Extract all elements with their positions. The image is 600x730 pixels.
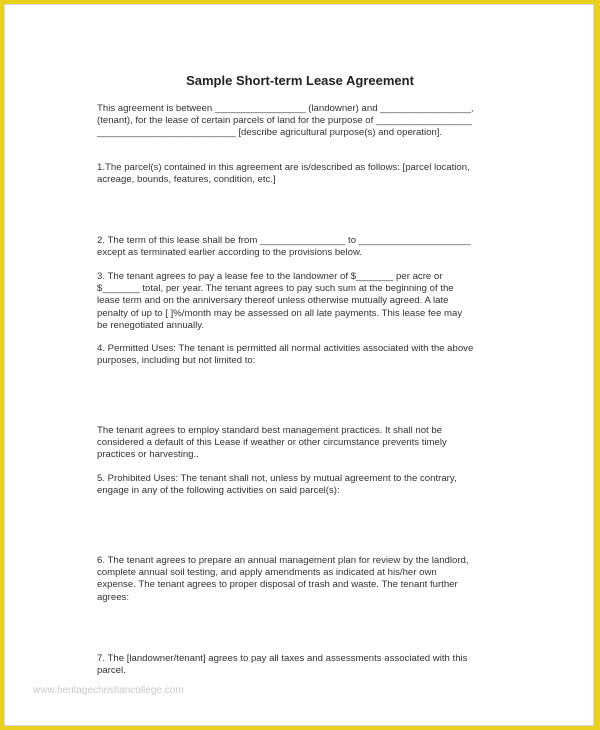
document-title: Sample Short-term Lease Agreement xyxy=(186,73,414,88)
clause-2-paragraph xyxy=(97,235,517,259)
text-line: acreage, bounds, features, condition, etc.] xyxy=(97,174,276,186)
clause-4-paragraph xyxy=(97,343,517,367)
text-line: penalty of up to [ ]%/month may be assessed on all late payments. This lease fee may xyxy=(97,307,463,319)
text-line: 7. The [landowner/tenant] agrees to pay all taxes and assessments associated with this xyxy=(97,653,468,664)
intro-paragraph xyxy=(97,103,517,140)
text-line: complete annual soil testing, and apply amendments as indicated at his/her own xyxy=(97,567,437,579)
clause-3-paragraph xyxy=(97,271,517,332)
practices-paragraph xyxy=(97,425,517,462)
clause-6-paragraph xyxy=(97,555,517,604)
clause-1-paragraph xyxy=(97,162,517,186)
text-line: parcel. xyxy=(97,665,126,677)
clause-7-paragraph xyxy=(97,653,517,677)
text-line: lease term and on the anniversary thereof unless otherwise mutually agreed. A late xyxy=(97,295,449,307)
text-line: 3. The tenant agrees to pay a lease fee to the landowner of $_______ per acre or xyxy=(97,271,443,282)
text-line: 6. The tenant agrees to prepare an annual management plan for review by the landlord, xyxy=(97,555,469,566)
text-line: purposes, including but not limited to: xyxy=(97,355,256,367)
text-line: except as terminated earlier according to the provisions below. xyxy=(97,247,363,259)
text-line: 4. Permitted Uses: The tenant is permitted all normal activities associated with the above xyxy=(97,343,474,354)
text-line: expense. The tenant agrees to proper disposal of trash and waste. The tenant further xyxy=(97,579,458,591)
watermark-text: www.heritagechristiancollege.com xyxy=(33,685,184,696)
text-line: This agreement is between _________________ (landowner) and _________________, xyxy=(97,103,474,114)
text-line: 2. The term of this lease shall be from ________________ to _____________________ xyxy=(97,235,471,246)
text-line: considered a default of this Lease if weather or other circumstance prevents timely xyxy=(97,437,447,449)
text-line: 1.The parcel(s) contained in this agreement are is/described as follows: [parcel location, xyxy=(97,162,470,173)
text-line: (tenant), for the lease of certain parcels of land for the purpose of __________________ xyxy=(97,115,472,127)
text-line: __________________________ [describe agricultural purpose(s) and operation]. xyxy=(97,127,443,139)
text-line: practices or harvesting.. xyxy=(97,449,199,461)
text-line: agrees: xyxy=(97,591,129,603)
text-line: 5. Prohibited Uses: The tenant shall not, unless by mutual agreement to the contrary, xyxy=(97,473,457,484)
text-line: $_______ total, per year. The tenant agrees to pay such sum at the beginning of the xyxy=(97,283,454,295)
text-line: The tenant agrees to employ standard best management practices. It shall not be xyxy=(97,425,443,436)
text-line: engage in any of the following activities on said parcel(s): xyxy=(97,485,340,497)
clause-5-paragraph xyxy=(97,473,517,497)
document-page xyxy=(4,4,594,726)
text-line: be renegotiated annually. xyxy=(97,319,205,331)
